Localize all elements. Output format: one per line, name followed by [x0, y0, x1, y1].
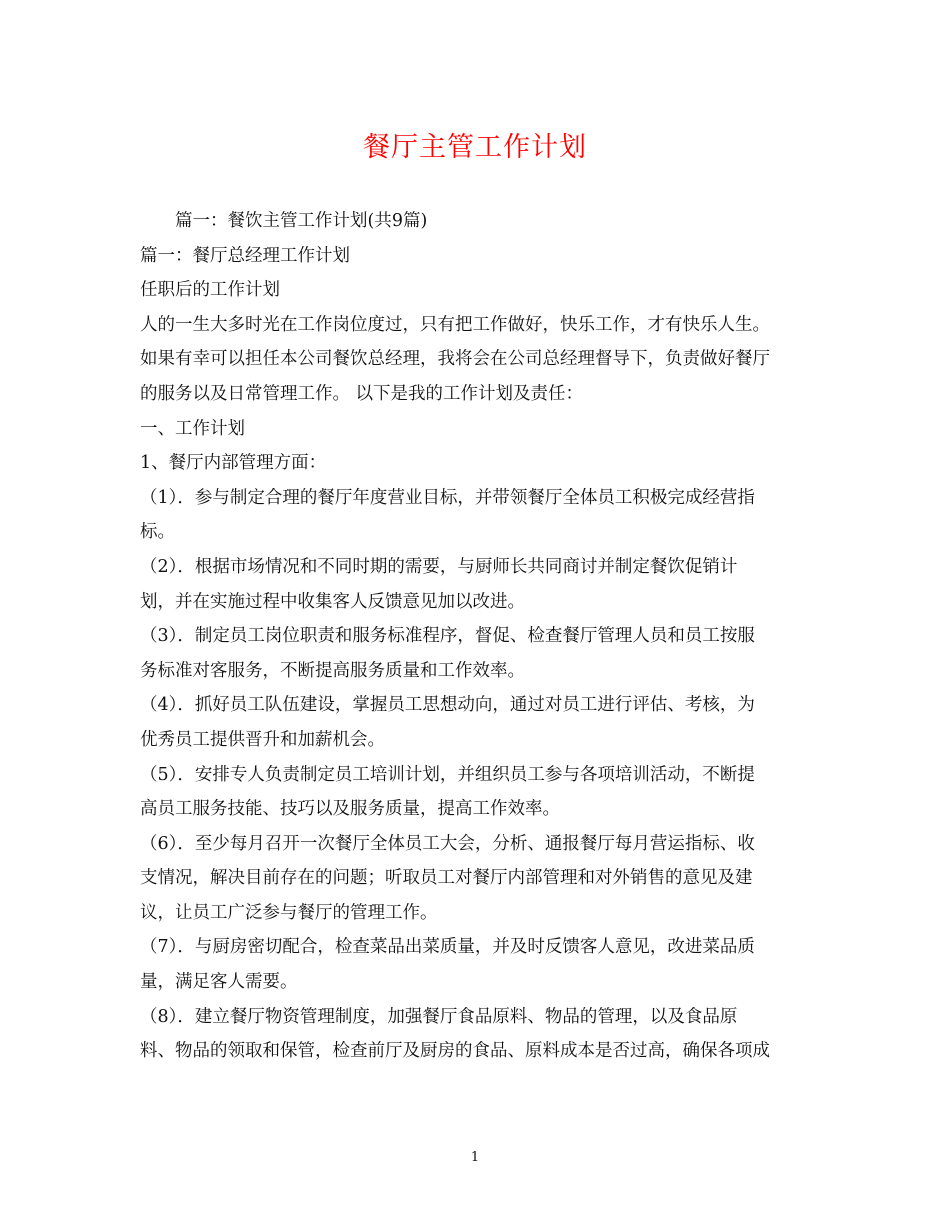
text-line: （8）．建立餐厅物资管理制度，加强餐厅食品原料、物品的管理，以及食品原 — [140, 1006, 738, 1027]
text-line: 如果有幸可以担任本公司餐饮总经理，我将会在公司总经理督导下，负责做好餐厅 — [140, 349, 770, 370]
text-line: 的服务以及日常管理工作。 以下是我的工作计划及责任： — [140, 383, 584, 404]
text-line: 务标准对客服务，不断提高服务质量和工作效率。 — [140, 660, 525, 681]
text-line: 人的一生大多时光在工作岗位度过，只有把工作做好，快乐工作，才有快乐人生。 — [140, 314, 770, 335]
document-title: 餐厅主管工作计划 — [363, 132, 587, 163]
text-line: 标。 — [140, 522, 175, 543]
subsection-heading: 1、餐厅内部管理方面： — [140, 453, 327, 474]
text-line: （1）．参与制定合理的餐厅年度营业目标，并带领餐厅全体员工积极完成经营指 — [140, 487, 755, 508]
document-body — [140, 204, 820, 1069]
text-line: 任职后的工作计划 — [140, 280, 280, 301]
page-number: 1 — [470, 1150, 480, 1165]
text-line: （3）．制定员工岗位职责和服务标准程序，督促、检查餐厅管理人员和员工按服 — [140, 626, 755, 647]
text-line: 议，让员工广泛参与餐厅的管理工作。 — [140, 902, 438, 923]
text-line: 料、物品的领取和保管，检查前厅及厨房的食品、原料成本是否过高，确保各项成 — [140, 1041, 770, 1062]
text-line: （6）．至少每月召开一次餐厅全体员工大会，分析、通报餐厅每月营运指标、收 — [140, 833, 755, 854]
section-heading: 一、工作计划 — [140, 418, 245, 439]
text-line: 量，满足客人需要。 — [140, 972, 298, 993]
text-line: 高员工服务技能、技巧以及服务质量，提高工作效率。 — [140, 799, 560, 820]
text-line: 篇一：餐饮主管工作计划(共9篇) — [175, 211, 428, 231]
text-line: （4）．抓好员工队伍建设，掌握员工思想动向，通过对员工进行评估、考核，为 — [140, 695, 755, 716]
text-line: 支情况，解决目前存在的问题；听取员工对餐厅内部管理和对外销售的意见及建 — [140, 868, 753, 889]
text-line: 篇一：餐厅总经理工作计划 — [140, 245, 350, 266]
text-line: （7）．与厨房密切配合，检查菜品出菜质量，并及时反馈客人意见，改进菜品质 — [140, 937, 755, 958]
text-line: 优秀员工提供晋升和加薪机会。 — [140, 729, 385, 750]
text-line: （5）．安排专人负责制定员工培训计划，并组织员工参与各项培训活动，不断提 — [140, 764, 755, 785]
text-line: （2）．根据市场情况和不同时期的需要，与厨师长共同商讨并制定餐饮促销计 — [140, 556, 738, 577]
text-line: 划，并在实施过程中收集客人反馈意见加以改进。 — [140, 591, 525, 612]
